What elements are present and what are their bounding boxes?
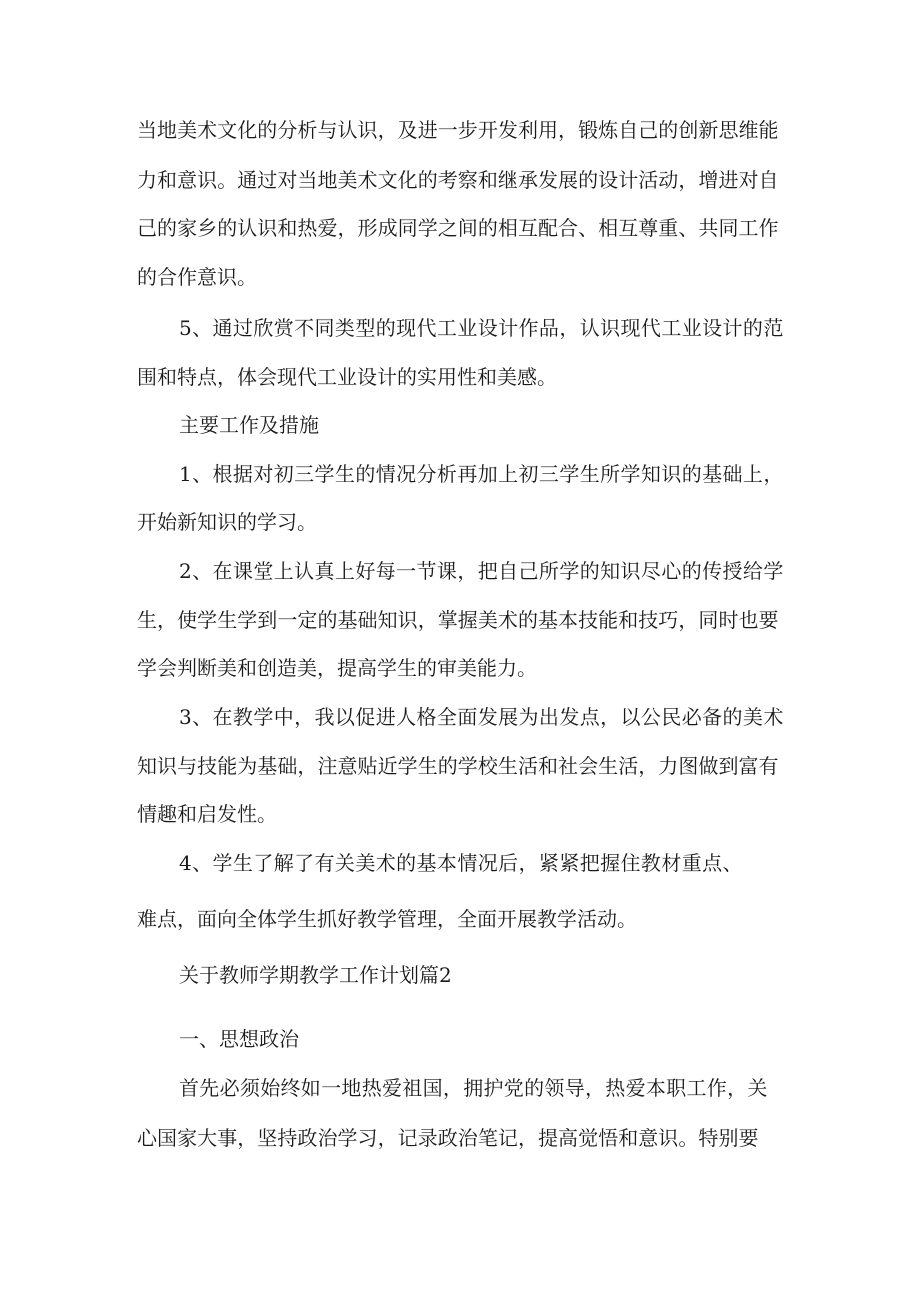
text-line: 力和意识。通过对当地美术文化的考察和继承发展的设计活动，增进对自 [137, 168, 779, 192]
text-line: 的合作意识。 [137, 265, 257, 289]
text-line: 围和特点，体会现代工业设计的实用性和美感。 [137, 365, 557, 389]
text-line: 知识与技能为基础，注意贴近学生的学校生活和社会生活，力图做到富有 [137, 754, 779, 778]
text-line: 当地美术文化的分析与认识，及进一步开发利用，锻炼自己的创新思维能 [137, 118, 779, 142]
text-line: 5、通过欣赏不同类型的现代工业设计作品，认识现代工业设计的范 [179, 316, 784, 340]
text-line: 学会判断美和创造美，提高学生的审美能力。 [137, 656, 537, 680]
text-line: 3、在教学中，我以促进人格全面发展为出发点，以公民必备的美术 [179, 705, 784, 729]
text-line: 2、在课堂上认真上好每一节课，把自己所学的知识尽心的传授给学 [179, 559, 784, 583]
text-line: 己的家乡的认识和热爱，形成同学之间的相互配合、相互尊重、共同工作 [137, 216, 779, 240]
section-heading: 一、思想政治 [179, 1027, 299, 1051]
section-title: 关于教师学期教学工作计划篇2 [179, 963, 452, 987]
text-line: 1、根据对初三学生的情况分析再加上初三学生所学知识的基础上， [179, 462, 784, 486]
text-line: 开始新知识的学习。 [137, 510, 317, 534]
text-line: 生，使学生学到一定的基础知识，掌握美术的基本技能和技巧，同时也要 [137, 608, 779, 632]
text-line: 心国家大事，坚持政治学习，记录政治笔记，提高觉悟和意识。特别要 [137, 1126, 759, 1150]
text-line: 情趣和启发性。 [137, 802, 277, 826]
text-line: 难点，面向全体学生抓好教学管理，全面开展教学活动。 [137, 907, 637, 931]
text-line: 首先必须始终如一地热爱祖国，拥护党的领导，热爱本职工作，关 [179, 1076, 768, 1100]
section-heading: 主要工作及措施 [179, 413, 319, 437]
text-line: 4、学生了解了有关美术的基本情况后，紧紧把握住教材重点、 [179, 851, 743, 875]
